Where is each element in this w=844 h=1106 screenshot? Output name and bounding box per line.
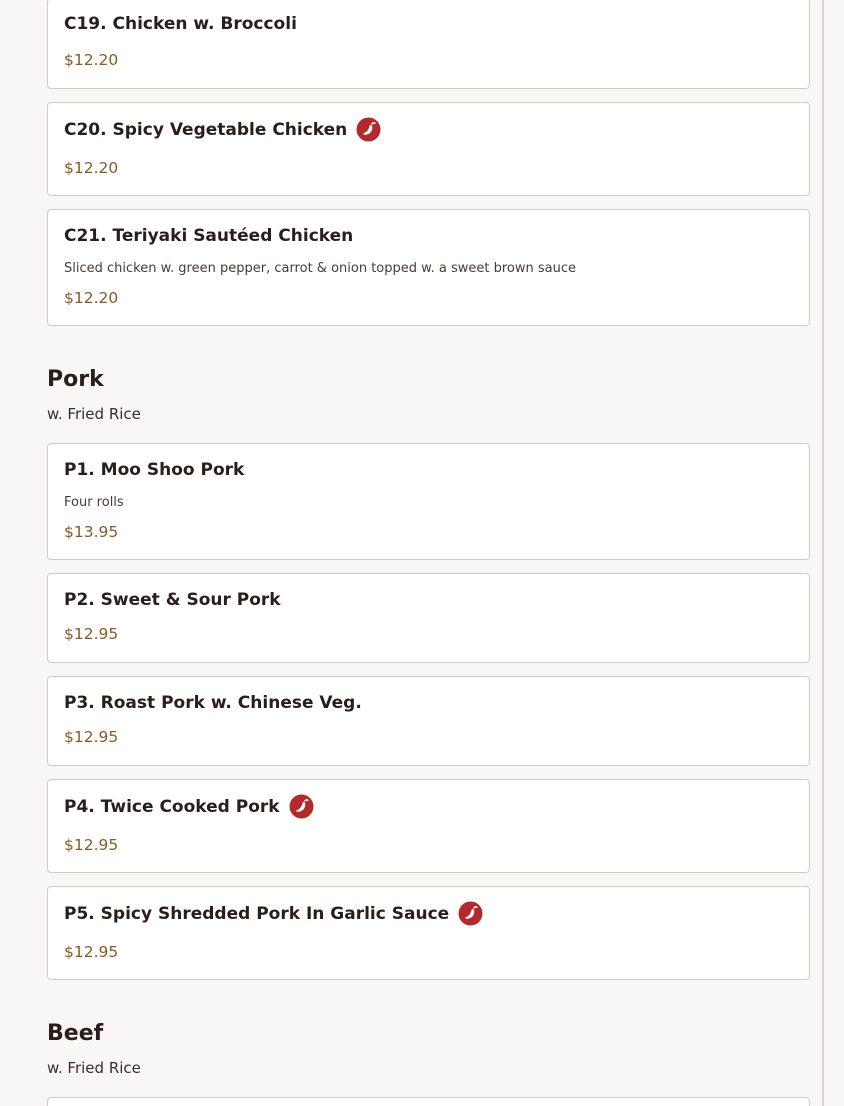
menu-item-p4[interactable] xyxy=(47,779,810,873)
menu-item-title: C20. Spicy Vegetable Chicken xyxy=(64,117,381,142)
menu-item-title: P2. Sweet & Sour Pork xyxy=(64,590,281,610)
menu-item-p2[interactable] xyxy=(47,573,810,663)
menu-item-description: Four rolls xyxy=(64,495,124,510)
menu-item-title: P3. Roast Pork w. Chinese Veg. xyxy=(64,693,362,713)
menu-item-price: $12.20 xyxy=(64,159,119,177)
menu-item-title: P4. Twice Cooked Pork xyxy=(64,794,314,819)
chili-pepper-icon xyxy=(289,794,314,819)
menu-item-title: P1. Moo Shoo Pork xyxy=(64,460,245,480)
menu-item-c20[interactable] xyxy=(47,102,810,196)
section-title-beef: Beef xyxy=(47,1021,104,1046)
menu-item-c19[interactable] xyxy=(47,0,810,89)
menu-item-p1[interactable] xyxy=(47,443,810,560)
menu-item-p5[interactable] xyxy=(47,886,810,980)
scroll-divider xyxy=(822,0,824,1106)
menu-item-title: P5. Spicy Shredded Pork In Garlic Sauce xyxy=(64,901,483,926)
menu-item-title: C21. Teriyaki Sautéed Chicken xyxy=(64,226,354,246)
menu-item-price: $13.95 xyxy=(64,523,119,541)
menu-item-price: $12.20 xyxy=(64,51,119,69)
menu-item-c21[interactable] xyxy=(47,209,810,326)
menu-item-price: $12.95 xyxy=(64,836,119,854)
menu-item-partial[interactable] xyxy=(47,1097,810,1106)
menu-item-price: $12.95 xyxy=(64,625,119,643)
menu-item-description: Sliced chicken w. green pepper, carrot & onion topped w. a sweet brown sauce xyxy=(64,261,576,276)
section-subtitle-pork: w. Fried Rice xyxy=(47,405,141,423)
section-title-pork: Pork xyxy=(47,367,104,392)
section-subtitle-beef: w. Fried Rice xyxy=(47,1059,141,1077)
chili-pepper-icon xyxy=(458,901,483,926)
menu-item-title: C19. Chicken w. Broccoli xyxy=(64,14,297,34)
menu-item-price: $12.95 xyxy=(64,728,119,746)
menu-item-price: $12.20 xyxy=(64,289,119,307)
menu-item-price: $12.95 xyxy=(64,943,119,961)
menu-item-p3[interactable] xyxy=(47,676,810,766)
chili-pepper-icon xyxy=(356,117,381,142)
